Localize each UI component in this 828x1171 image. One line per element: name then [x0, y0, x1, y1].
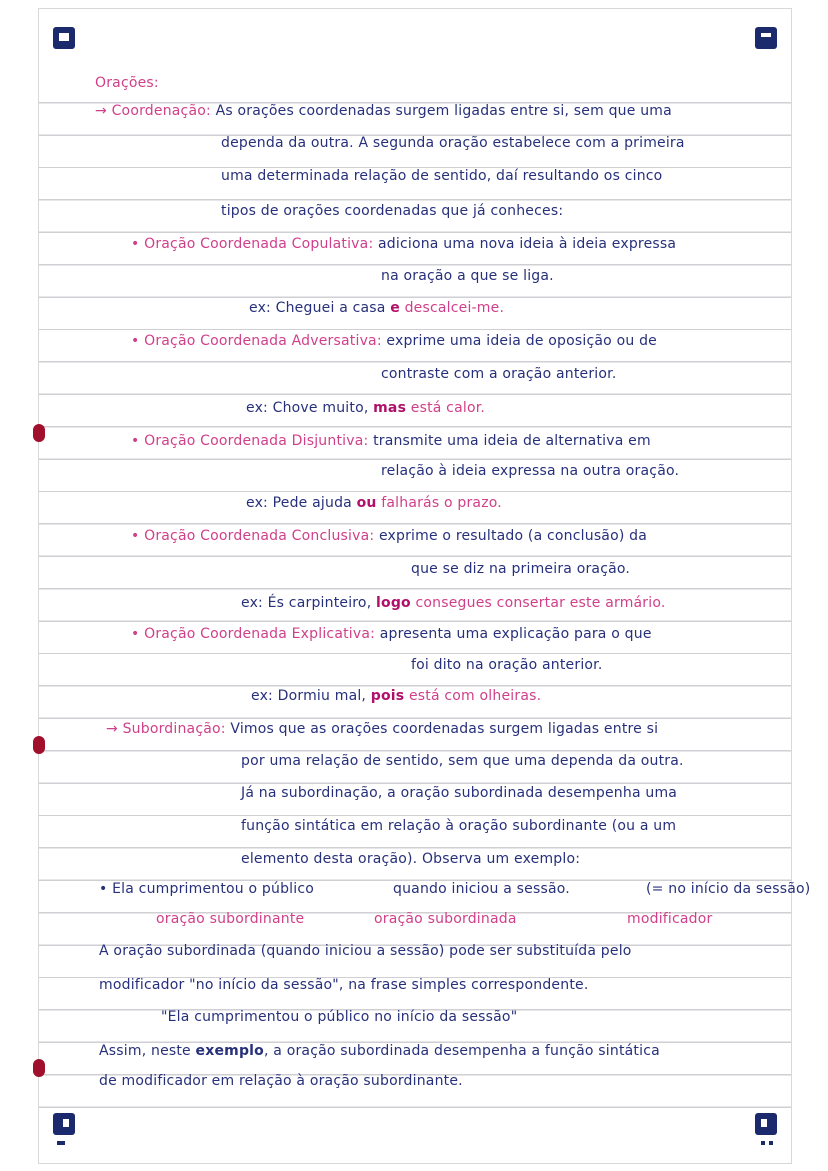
note-text: (= no início da sessão) [646, 881, 811, 897]
pink-ink-text: • Oração Coordenada Conclusiva: [131, 528, 379, 544]
conjunction-highlight: mas [373, 400, 407, 416]
note-line [99, 941, 632, 961]
note-text: Assim, neste [99, 1043, 196, 1059]
note-text: ex: Pede ajuda [246, 495, 357, 511]
note-text: que se diz na primeira oração. [411, 561, 631, 577]
corner-marker-bottom-right-icon [755, 1113, 777, 1135]
corner-marker-top-right-icon [755, 27, 777, 49]
note-line [221, 201, 563, 221]
pink-ink-text: → Subordinação: [106, 721, 231, 737]
pink-ink-text: falharás o prazo. [376, 495, 502, 511]
note-line [241, 783, 677, 803]
note-line [246, 493, 502, 513]
note-text: Vimos que as orações coordenadas surgem ligadas entre si [230, 721, 659, 737]
pink-ink-text: • Oração Coordenada Disjuntiva: [131, 433, 374, 449]
conjunction-highlight: pois [370, 688, 405, 704]
note-text: por uma relação de sentido, sem que uma dependa da outra. [241, 753, 684, 769]
note-text: , a oração subordinada desempenha a função sintática [263, 1043, 660, 1059]
note-text: dependa da outra. A segunda oração estabelece com a primeira [221, 135, 685, 151]
pink-ink-text: está com olheiras. [404, 688, 542, 704]
note-line [131, 526, 647, 546]
note-line [381, 364, 616, 384]
note-line [95, 73, 159, 93]
note-text: função sintática em relação à oração subordinante (ou a um [241, 818, 677, 834]
note-text: As orações coordenadas surgem ligadas entre si, sem que uma [215, 103, 672, 119]
binder-hole [33, 1059, 45, 1077]
note-text: transmite uma ideia de alternativa em [373, 433, 651, 449]
note-line [411, 559, 630, 579]
corner-marker-top-left-icon [53, 27, 75, 49]
note-text: modificador "no início da sessão", na frase simples correspondente. [99, 977, 589, 993]
note-line [131, 431, 651, 451]
note-line [131, 234, 676, 254]
note-line [241, 593, 666, 613]
note-text: relação à ideia expressa na outra oração. [381, 463, 680, 479]
marker-tick-right-1 [769, 1141, 773, 1145]
note-line [221, 166, 662, 186]
pink-ink-text: consegues consertar este armário. [410, 595, 666, 611]
note-line [251, 686, 541, 706]
note-text: apresenta uma explicação para o que [379, 626, 652, 642]
note-line [95, 101, 672, 121]
note-text: Já na subordinação, a oração subordinada desempenha uma [241, 785, 678, 801]
note-line [99, 975, 588, 995]
pink-ink-text: está calor. [406, 400, 486, 416]
note-text: A oração subordinada (quando iniciou a sessão) pode ser substituída pelo [99, 943, 632, 959]
note-text: exprime uma ideia de oposição ou de [386, 333, 657, 349]
pink-ink-text: modificador [627, 911, 713, 927]
note-line [241, 751, 684, 771]
note-line [156, 909, 713, 929]
pink-ink-text: • Oração Coordenada Copulativa: [131, 236, 379, 252]
notebook-page [38, 8, 811, 1164]
note-text: exemplo [195, 1043, 264, 1059]
note-line [221, 133, 685, 153]
note-text: foi dito na oração anterior. [411, 657, 603, 673]
conjunction-highlight: ou [356, 495, 377, 511]
note-text: ex: Dormiu mal, [251, 688, 371, 704]
conjunction-highlight: e [390, 300, 400, 316]
note-text: na oração a que se liga. [381, 268, 554, 284]
note-line [131, 624, 652, 644]
note-line [241, 849, 580, 869]
pink-ink-text: Orações: [95, 75, 159, 91]
note-text: quando iniciou a sessão. [393, 881, 570, 897]
pink-ink-text: oração subordinada [374, 911, 517, 927]
binder-hole [33, 736, 45, 754]
note-text: • Ela cumprimentou o público [99, 881, 315, 897]
marker-tick-left [57, 1141, 65, 1145]
note-text: uma determinada relação de sentido, daí resultando os cinco [221, 168, 663, 184]
note-text: ex: Chove muito, [246, 400, 374, 416]
note-text: "Ela cumprimentou o público no início da sessão" [161, 1009, 518, 1025]
note-text: ex: És carpinteiro, [241, 595, 376, 611]
note-text: tipos de orações coordenadas que já conheces: [221, 203, 564, 219]
note-text: de modificador em relação à oração subordinante. [99, 1073, 463, 1089]
note-line [246, 398, 485, 418]
pink-ink-text: • Oração Coordenada Adversativa: [131, 333, 387, 349]
pink-ink-text: • Oração Coordenada Explicativa: [131, 626, 380, 642]
pink-ink-text: → Coordenação: [95, 103, 216, 119]
note-line [131, 331, 657, 351]
note-line [99, 1041, 660, 1061]
note-line [106, 719, 658, 739]
note-text: adiciona uma nova ideia à ideia expressa [378, 236, 677, 252]
note-text: elemento desta oração). Observa um exemplo: [241, 851, 581, 867]
pink-ink-text: descalcei-me. [399, 300, 505, 316]
note-line [99, 1071, 463, 1091]
marker-tick-right-2 [761, 1141, 765, 1145]
note-text: ex: Cheguei a casa [249, 300, 391, 316]
note-line [99, 879, 811, 899]
conjunction-highlight: logo [376, 595, 411, 611]
note-text: exprime o resultado (a conclusão) da [378, 528, 648, 544]
note-line [241, 816, 676, 836]
note-line [411, 655, 603, 675]
note-line [381, 266, 554, 286]
binder-hole [33, 424, 45, 442]
note-text: contraste com a oração anterior. [381, 366, 617, 382]
note-line [249, 298, 504, 318]
corner-marker-bottom-left-icon [53, 1113, 75, 1135]
note-line [161, 1007, 517, 1027]
note-line [381, 461, 679, 481]
pink-ink-text: oração subordinante [156, 911, 305, 927]
